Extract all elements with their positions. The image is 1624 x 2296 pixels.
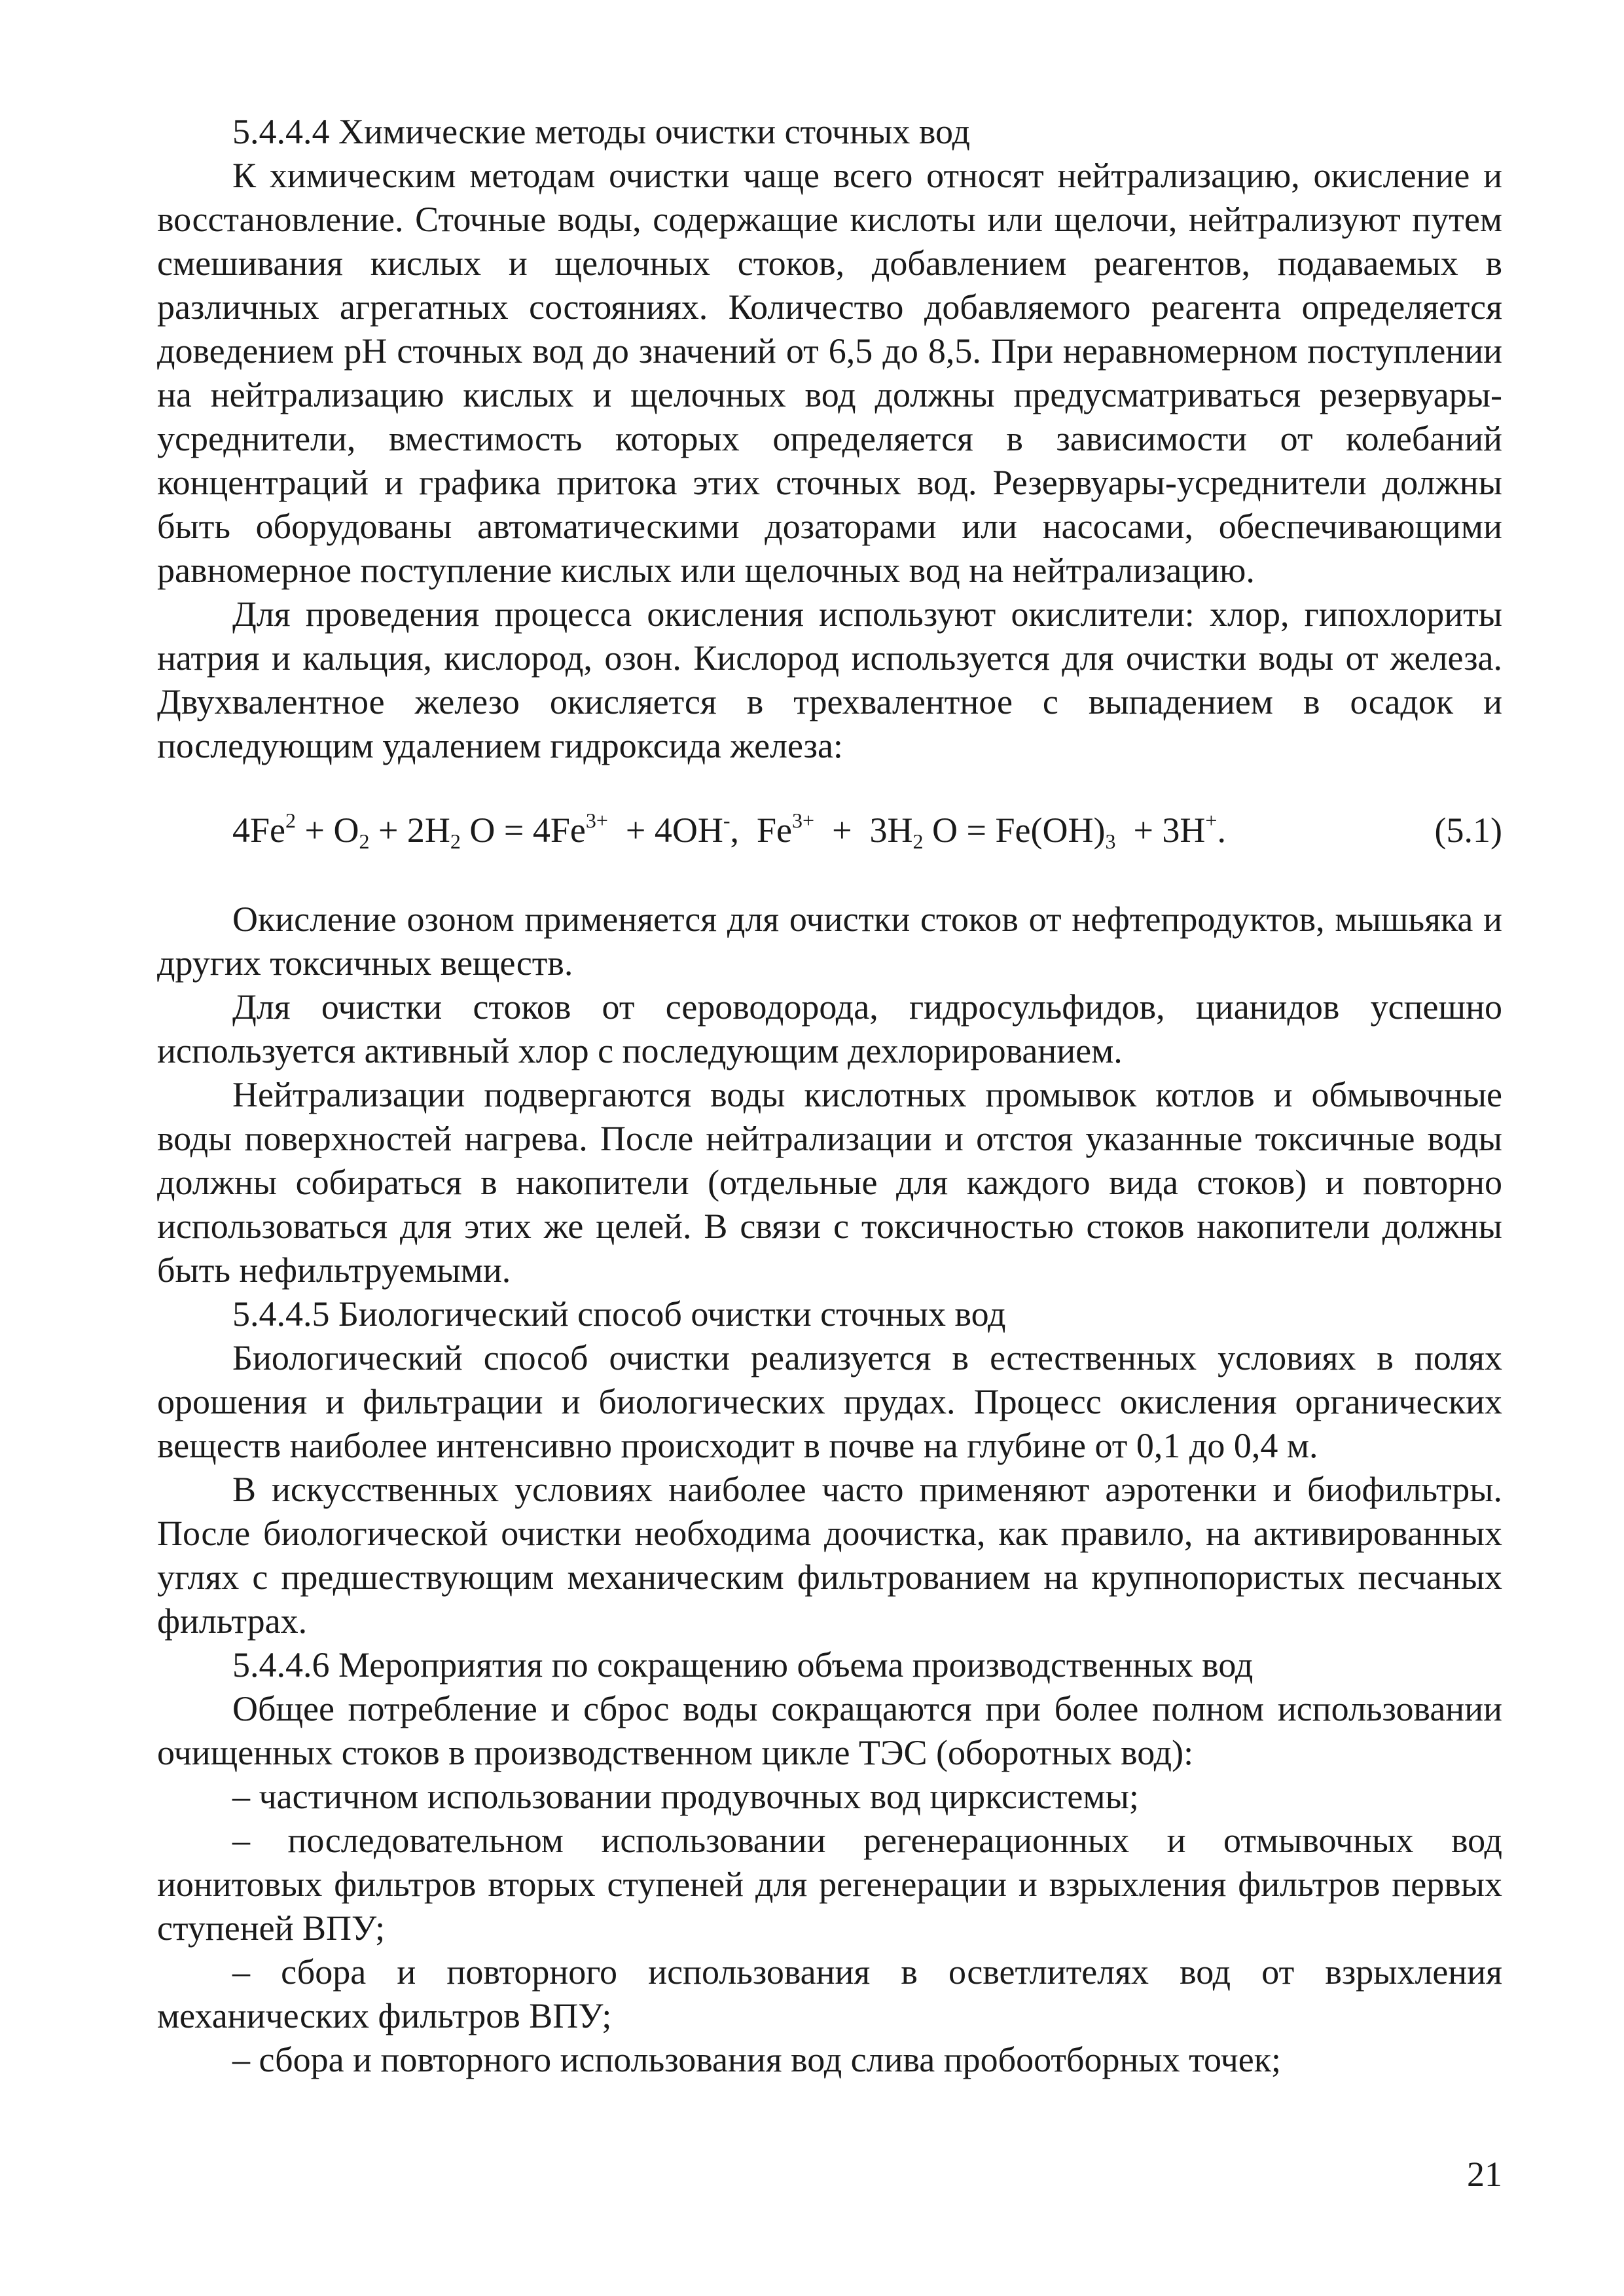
formula-text: , Fe — [730, 811, 793, 850]
formula-text: + O — [296, 811, 359, 850]
section-heading: 5.4.4.4 Химические методы очистки сточных вод — [232, 112, 970, 151]
paragraph: В искусственных условиях наиболее часто применяют аэротенки и биофильтры. После биологической очистки необходима доочистка, как правило, на активированных углях с предшествующим механическим фильтрованием на крупнопористых песчаных фильтрах. — [157, 1470, 1502, 1641]
formula-text: + 3H — [814, 811, 913, 850]
formula-text: + 2H — [369, 811, 450, 850]
formula-text: O = 4Fe — [460, 811, 586, 850]
paragraph: Окисление озоном применяется для очистки стоков от нефтепродуктов, мышьяка и других токсичных веществ. — [157, 900, 1502, 983]
subscript: 2 — [359, 829, 370, 853]
paragraph: Нейтрализации подвергаются воды кислотных промывок котлов и обмывочные воды поверхностей нагрева. После нейтрализации и отстоя указанные токсичные воды должны собираться в накопители (отдельные для каждого вида стоков) и повторно использоваться для этих же целей. В связи с токсичностью стоков накопители должны быть нефильтруемыми. — [157, 1075, 1502, 1290]
subscript: 3 — [1105, 829, 1116, 853]
formula-text: + 4OH — [607, 811, 723, 850]
formula-text: . — [1217, 811, 1226, 850]
superscript: + — [1205, 809, 1218, 832]
paragraph: Для очистки стоков от сероводорода, гидросульфидов, цианидов успешно используется активный хлор с последующим дехлорированием. — [157, 987, 1502, 1070]
paragraph: Для проведения процесса окисления используют окислители: хлор, гипохлориты натрия и кальция, кислород, озон. Кислород используется для очистки воды от железа. Двухвалентное железо окисляется в трехвалентное с выпадением в осадок и последующим удалением гидроксида железа: — [157, 594, 1502, 765]
formula — [157, 809, 1502, 852]
superscript: 2 — [285, 809, 296, 832]
subscript: 2 — [450, 829, 461, 853]
page-body — [157, 110, 1502, 2082]
superscript: 3+ — [792, 809, 815, 832]
list-item: – сбора и повторного использования в осветлителях вод от взрыхления механических фильтров ВПУ; — [157, 1952, 1502, 2035]
formula-text: O = Fe(OH) — [923, 811, 1106, 850]
superscript: - — [723, 809, 731, 832]
list-item: – последовательном использовании регенерационных и отмывочных вод ионитовых фильтров вторых ступеней для регенерации и взрыхления фильтров первых ступеней ВПУ; — [157, 1821, 1502, 1948]
paragraph: Биологический способ очистки реализуется в естественных условиях в полях орошения и фильтрации и биологических прудах. Процесс окисления органических веществ наиболее интенсивно происходит в почве на глубине от 0,1 до 0,4 м. — [157, 1338, 1502, 1465]
subscript: 2 — [912, 829, 924, 853]
formula-text: 4Fe — [232, 811, 285, 850]
page-number: 21 — [1467, 2155, 1502, 2194]
formula-expression — [232, 809, 1226, 853]
list-item: – частичном использовании продувочных вод цирксистемы; — [232, 1777, 1139, 1816]
list-item: – сбора и повторного использования вод слива пробоотборных точек; — [232, 2040, 1282, 2079]
paragraph: Общее потребление и сброс воды сокращаются при более полном использовании очищенных стоков в производственном цикле ТЭС (оборотных вод): — [157, 1689, 1502, 1772]
section-heading: 5.4.4.6 Мероприятия по сокращению объема производственных вод — [232, 1645, 1254, 1685]
superscript: 3+ — [585, 809, 608, 832]
formula-text: + 3H — [1115, 811, 1206, 850]
section-heading: 5.4.4.5 Биологический способ очистки сточных вод — [232, 1294, 1006, 1334]
equation-number: (5.1) — [1434, 811, 1502, 850]
paragraph: К химическим методам очистки чаще всего относят нейтрализацию, окисление и восстановление. Сточные воды, содержащие кислоты или щелочи, нейтрализуют путем смешивания кислых и щелочных стоков, добавлением реагентов, подаваемых в различных агрегатных состояниях. Количество добавляемого реагента определяется доведением pH сточных вод до значений от 6,5 до 8,5. При неравномерном поступлении на нейтрализацию кислых и щелочных вод должны предусматриваться резервуары-усреднители, вместимость которых определяется в зависимости от колебаний концентраций и графика притока этих сточных вод. Резервуары-усреднители должны быть оборудованы автоматическими дозаторами или насосами, обеспечивающими равномерное поступление кислых или щелочных вод на нейтрализацию. — [157, 156, 1502, 590]
